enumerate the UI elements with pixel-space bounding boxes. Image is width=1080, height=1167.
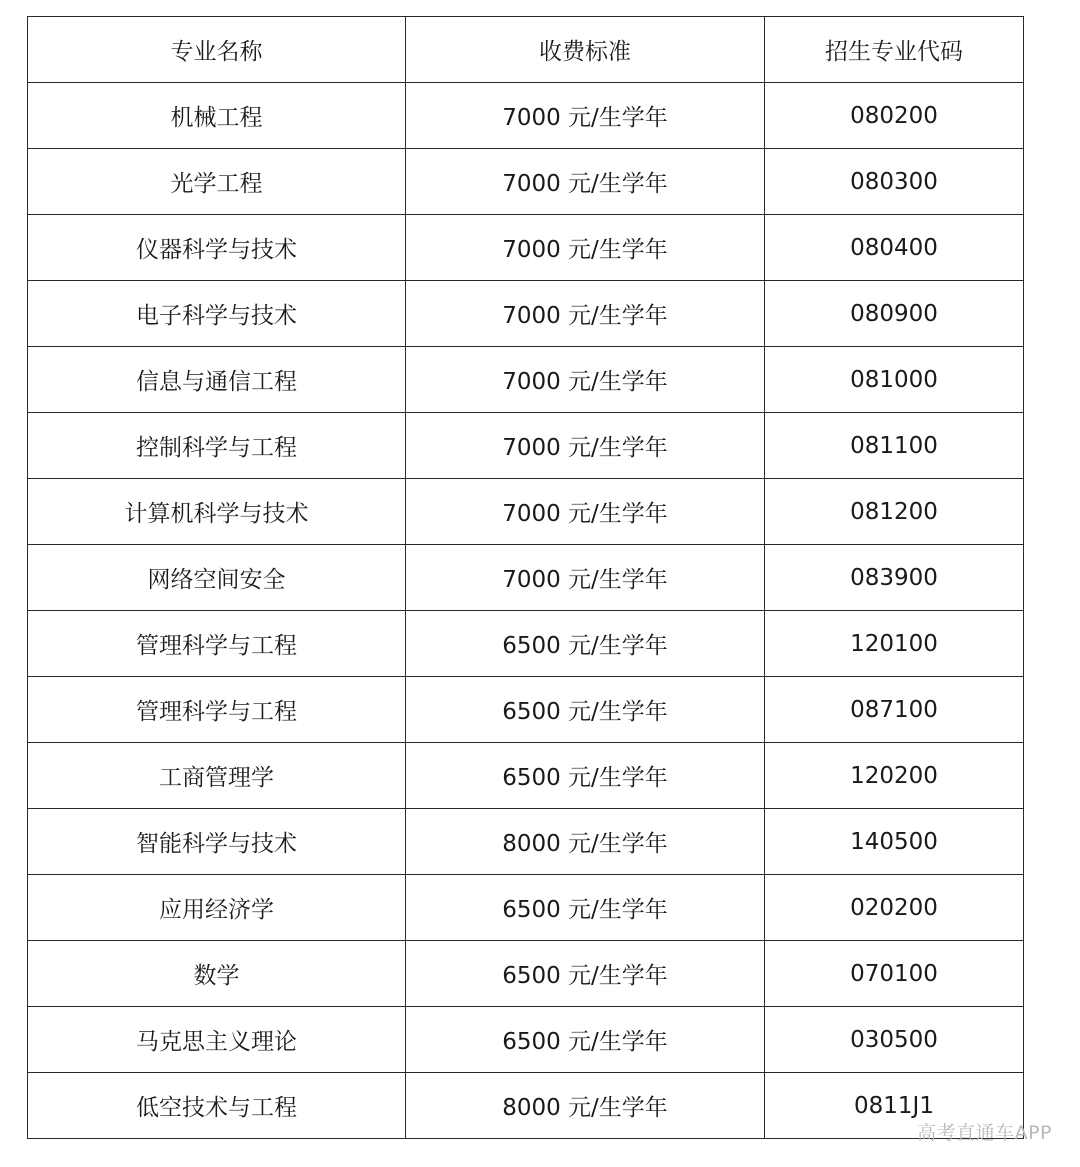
table-row (28, 941, 1024, 1007)
cell-code: 081000 (765, 347, 1024, 413)
table-row (28, 743, 1024, 809)
cell-fee: 7000 元/生学年 (406, 83, 765, 149)
cell-fee: 8000 元/生学年 (406, 809, 765, 875)
cell-major-name: 马克思主义理论 (28, 1007, 406, 1073)
cell-code: 080200 (765, 83, 1024, 149)
cell-code: 120100 (765, 611, 1024, 677)
cell-code: 081200 (765, 479, 1024, 545)
cell-fee: 7000 元/生学年 (406, 413, 765, 479)
cell-major-name: 管理科学与工程 (28, 611, 406, 677)
header-major-code: 招生专业代码 (765, 17, 1024, 83)
table-row (28, 281, 1024, 347)
table-row (28, 545, 1024, 611)
header-major-name: 专业名称 (28, 17, 406, 83)
table-row (28, 875, 1024, 941)
cell-fee: 8000 元/生学年 (406, 1073, 765, 1139)
watermark: 高考直通车APP (917, 1122, 1052, 1144)
cell-fee: 6500 元/生学年 (406, 941, 765, 1007)
cell-major-name: 机械工程 (28, 83, 406, 149)
cell-code: 083900 (765, 545, 1024, 611)
cell-code: 120200 (765, 743, 1024, 809)
table-row (28, 1007, 1024, 1073)
cell-major-name: 工商管理学 (28, 743, 406, 809)
cell-code: 030500 (765, 1007, 1024, 1073)
cell-major-name: 低空技术与工程 (28, 1073, 406, 1139)
table-row (28, 677, 1024, 743)
cell-major-name: 管理科学与工程 (28, 677, 406, 743)
fee-table-container (27, 16, 1024, 1139)
cell-major-name: 仪器科学与技术 (28, 215, 406, 281)
cell-fee: 7000 元/生学年 (406, 149, 765, 215)
cell-fee: 7000 元/生学年 (406, 347, 765, 413)
cell-code: 080300 (765, 149, 1024, 215)
table-row (28, 611, 1024, 677)
table-row (28, 809, 1024, 875)
fee-table (27, 16, 1024, 1139)
cell-code: 087100 (765, 677, 1024, 743)
cell-code: 020200 (765, 875, 1024, 941)
table-row (28, 347, 1024, 413)
table-row (28, 149, 1024, 215)
cell-fee: 6500 元/生学年 (406, 611, 765, 677)
table-row (28, 413, 1024, 479)
table-row (28, 1073, 1024, 1139)
header-fee-standard: 收费标准 (406, 17, 765, 83)
cell-major-name: 信息与通信工程 (28, 347, 406, 413)
cell-code: 140500 (765, 809, 1024, 875)
cell-fee: 7000 元/生学年 (406, 479, 765, 545)
cell-fee: 6500 元/生学年 (406, 743, 765, 809)
cell-code: 081100 (765, 413, 1024, 479)
cell-fee: 6500 元/生学年 (406, 677, 765, 743)
cell-major-name: 电子科学与技术 (28, 281, 406, 347)
cell-major-name: 计算机科学与技术 (28, 479, 406, 545)
cell-fee: 7000 元/生学年 (406, 215, 765, 281)
table-row (28, 479, 1024, 545)
cell-major-name: 数学 (28, 941, 406, 1007)
table-row (28, 215, 1024, 281)
cell-major-name: 控制科学与工程 (28, 413, 406, 479)
cell-major-name: 光学工程 (28, 149, 406, 215)
cell-fee: 7000 元/生学年 (406, 281, 765, 347)
cell-fee: 7000 元/生学年 (406, 545, 765, 611)
cell-code: 080400 (765, 215, 1024, 281)
table-row (28, 83, 1024, 149)
cell-major-name: 应用经济学 (28, 875, 406, 941)
table-header-row (28, 17, 1024, 83)
cell-major-name: 网络空间安全 (28, 545, 406, 611)
cell-code: 070100 (765, 941, 1024, 1007)
cell-fee: 6500 元/生学年 (406, 875, 765, 941)
cell-code: 0811J1 (765, 1073, 1024, 1139)
cell-major-name: 智能科学与技术 (28, 809, 406, 875)
cell-code: 080900 (765, 281, 1024, 347)
cell-fee: 6500 元/生学年 (406, 1007, 765, 1073)
